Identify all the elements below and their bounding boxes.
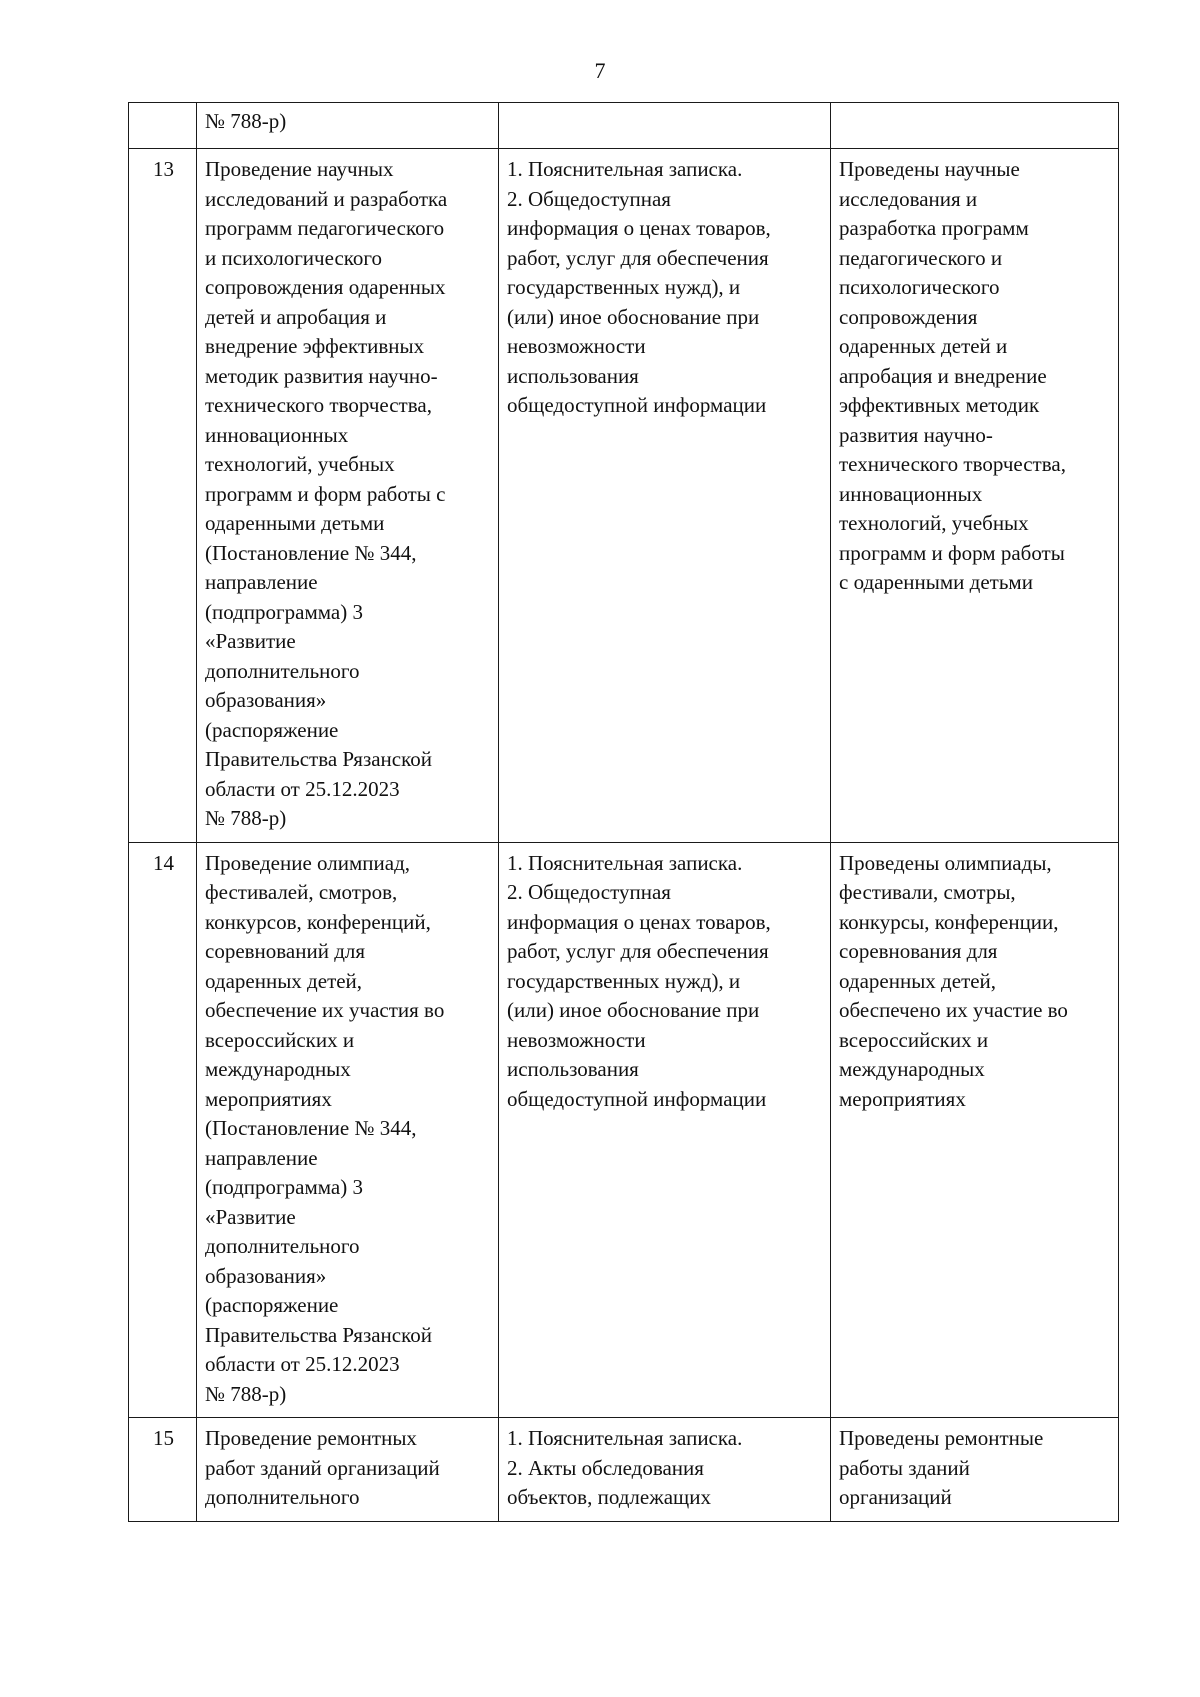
text-line: государственных нужд), и [507,275,741,299]
text-line: информация о ценах товаров, [507,909,771,934]
text-line: развития научно- [839,422,993,447]
result-cell [831,842,1119,1418]
text-line: образования» [205,1263,327,1288]
text-line: соревнований для [205,939,366,963]
text-line: эффективных методик [839,393,1040,417]
text-line: работы зданий [839,1455,970,1480]
text-line: (подпрограмма) 3 [205,1175,363,1199]
table-row [129,1418,1119,1522]
text-line: исследования и [839,186,978,211]
text-line: одаренных детей, [205,968,363,993]
table-row [129,842,1119,1418]
activity-cell [197,842,499,1418]
text-line: 1. Пояснительная записка. [507,157,743,181]
text-line: (подпрограмма) 3 [205,599,363,624]
text-line: технического творчества, [205,393,432,417]
row-number-cell: 15 [129,1418,197,1522]
documents-cell [499,149,831,843]
text-line: (распоряжение [205,1293,339,1317]
text-line: Проведены научные [839,157,1020,181]
result-cell [831,149,1119,843]
text-line: программ и форм работы [839,540,1065,565]
text-line: дополнительного [205,1485,360,1509]
text-line: соревнования для [839,939,998,963]
text-line: области от 25.12.2023 [205,776,400,801]
table-row [129,149,1119,843]
text-line: (распоряжение [205,717,339,742]
table-row [129,103,1119,149]
text-line: работ, услуг для обеспечения [507,939,769,963]
text-line: фестивали, смотры, [839,880,1016,904]
text-line: «Развитие [205,1204,296,1229]
text-line: психологического [839,275,1000,299]
text-line: образования» [205,688,327,712]
text-line: сопровождения [839,304,978,329]
text-line: одаренными детьми [205,511,385,535]
document-table [128,102,1119,1522]
row-number-cell: 13 [129,149,197,843]
page-number: 7 [594,58,606,83]
text-line: обеспечение их участия во [205,998,445,1022]
text-line: разработка программ [839,216,1029,240]
text-line: «Развитие [205,629,296,653]
text-line: технологий, учебных [839,511,1029,535]
text-line: 1. Пояснительная записка. [507,850,743,875]
text-line: Правительства Рязанской [205,747,432,771]
text-line: объектов, подлежащих [507,1485,711,1509]
text-line: области от 25.12.2023 [205,1352,400,1376]
text-line: инновационных [205,422,349,447]
text-line: работ, услуг для обеспечения [507,245,769,270]
text-line: инновационных [839,481,983,506]
text-line: № 788-р) [205,806,287,830]
text-line: общедоступной информации [507,393,767,417]
text-line: всероссийских и [205,1027,355,1052]
text-line: всероссийских и [839,1027,989,1052]
activity-cell [197,103,499,149]
text-line: (или) иное обоснование при [507,304,760,329]
text-line: международных [839,1057,985,1081]
documents-cell [499,842,831,1418]
result-cell [831,103,1119,149]
activity-cell [197,149,499,843]
text-line: конкурсы, конференции, [839,909,1059,934]
activity-cell [197,1418,499,1522]
text-line: педагогического и [839,245,1003,270]
text-line: дополнительного [205,1234,360,1258]
text-line: мероприятиях [205,1086,332,1111]
text-line: исследований и разработка [205,186,448,211]
text-line: государственных нужд), и [507,968,741,993]
text-line: конкурсов, конференций, [205,909,431,934]
text-line: технологий, учебных [205,452,395,476]
text-line: международных [205,1057,351,1081]
documents-cell [499,1418,831,1522]
text-line: Проведение олимпиад, [205,850,411,875]
result-cell [831,1418,1119,1522]
text-line: 2. Общедоступная [507,880,671,904]
text-line: внедрение эффективных [205,334,425,358]
text-line: (или) иное обоснование при [507,998,760,1022]
text-line: направление [205,570,318,594]
text-line: 2. Общедоступная [507,186,671,211]
text-line: программ педагогического [205,216,445,240]
text-line: использования [507,1057,639,1081]
text-line: и психологического [205,245,382,270]
text-line: одаренных детей, [839,968,997,993]
text-line: с одаренными детьми [839,570,1033,594]
text-line: 1. Пояснительная записка. [507,1426,743,1450]
text-line: № 788-р) [205,109,287,133]
documents-cell [499,103,831,149]
text-line: одаренных детей и [839,334,1008,358]
text-line: технического творчества, [839,452,1066,476]
row-number-cell [129,103,197,149]
text-line: Правительства Рязанской [205,1322,432,1347]
text-line: Проведение ремонтных [205,1426,417,1450]
text-line: использования [507,363,639,388]
table-body [129,103,1119,1522]
text-line: общедоступной информации [507,1086,767,1111]
text-line: организаций [839,1485,952,1509]
text-line: сопровождения одаренных [205,275,446,299]
text-line: информация о ценах товаров, [507,216,771,240]
text-line: программ и форм работы с [205,481,446,506]
text-line: фестивалей, смотров, [205,880,398,904]
text-line: мероприятиях [839,1086,966,1111]
text-line: 2. Акты обследования [507,1455,704,1480]
text-line: направление [205,1145,318,1170]
text-line: дополнительного [205,658,360,683]
text-line: апробация и внедрение [839,363,1047,388]
text-line: невозможности [507,334,646,358]
text-line: (Постановление № 344, [205,1116,417,1140]
text-line: № 788-р) [205,1381,287,1406]
text-line: Проведены ремонтные [839,1426,1044,1450]
text-line: методик развития научно- [205,363,438,388]
text-line: работ зданий организаций [205,1455,440,1480]
text-line: Проведены олимпиады, [839,850,1052,875]
text-line: детей и апробация и [205,304,387,329]
text-line: обеспечено их участие во [839,998,1068,1022]
text-line: невозможности [507,1027,646,1052]
text-line: Проведение научных [205,157,394,181]
text-line: (Постановление № 344, [205,540,417,565]
row-number-cell: 14 [129,842,197,1418]
